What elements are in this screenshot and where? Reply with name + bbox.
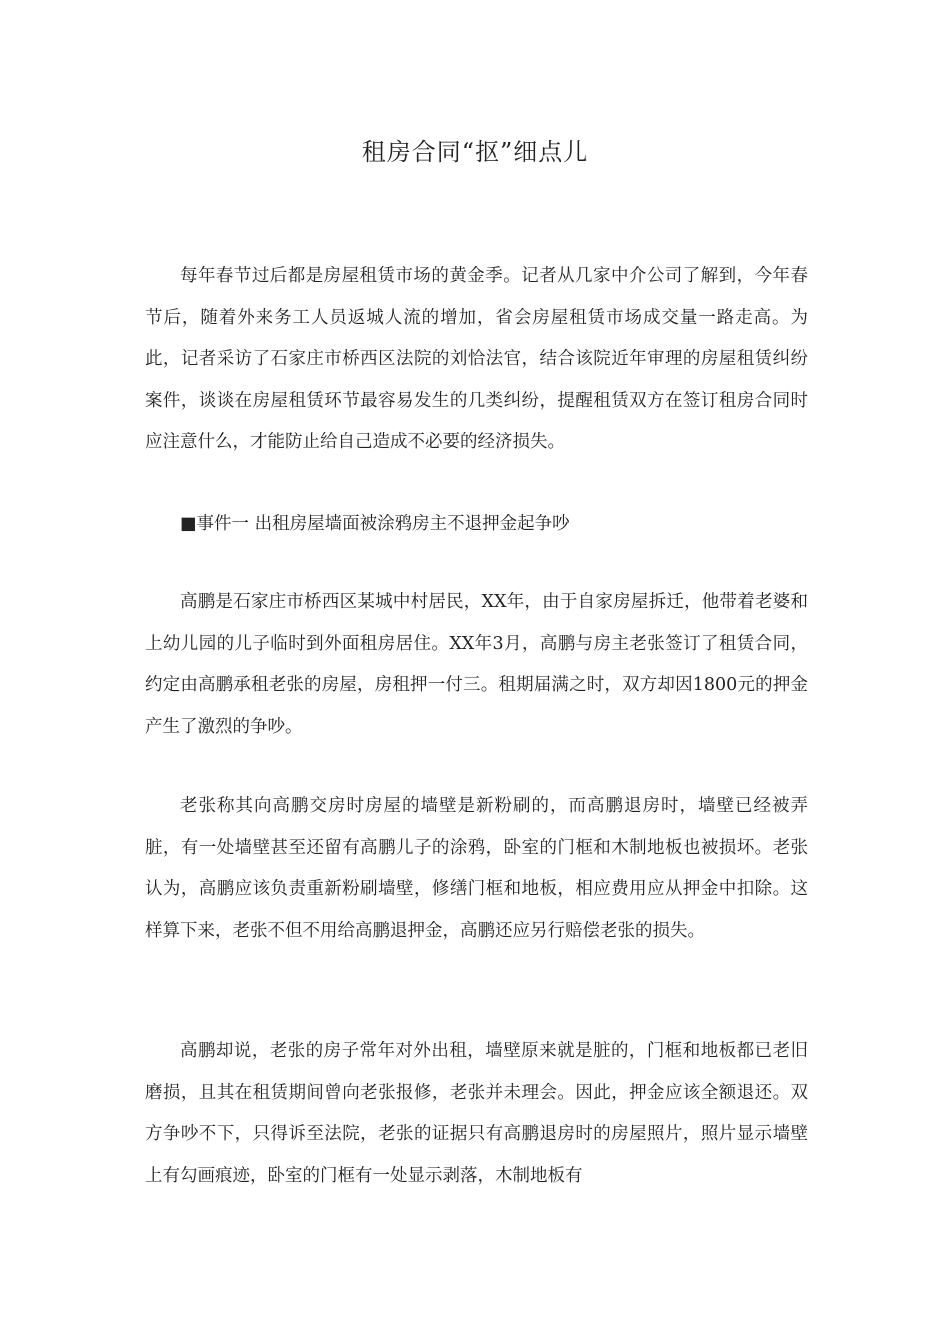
paragraph-tenant-response: 高鹏却说，老张的房子常年对外出租，墙壁原来就是脏的，门框和地板都已老旧磨损，且其在租赁期间曾向老张报修，老张并未理会。因此，押金应该全额退还。双方争吵不下，只得诉至法院，老张的证据只有高鹏退房时的房屋照片，照片显示墙壁上有勾画痕迹，卧室的门框有一处显示剥落，木制地板有 [145,1041,808,1186]
paragraph-event-background: 高鹏是石家庄市桥西区某城中村居民，XX年，由于自家房屋拆迁，他带着老婆和上幼儿园的儿子临时到外面租房居住。XX年3月，高鹏与房主老张签订了租赁合同，约定由高鹏承租老张的房屋，房租押一付三。租期届满之时，双方却因1800元的押金产生了激烈的争吵。 [145,592,808,737]
paragraph-landlord-claim: 老张称其向高鹏交房时房屋的墙壁是新粉刷的，而高鹏退房时，墙壁已经被弄脏，有一处墙壁甚至还留有高鹏儿子的涂鸦，卧室的门框和木制地板也被损坏。老张认为，高鹏应该负责重新粉刷墙壁，修缮门框和地板，相应费用应从押金中扣除。这样算下来，老张不但不用给高鹏退押金，高鹏还应另行赔偿老张的损失。 [145,796,808,941]
section-heading-event-one: ■事件一 出租房屋墙面被涂鸦房主不退押金起争吵 [180,514,570,534]
document-title: 租房合同“抠”细点儿 [361,138,589,166]
paragraph-intro: 每年春节过后都是房屋租赁市场的黄金季。记者从几家中介公司了解到，今年春节后，随着外来务工人员返城人流的增加，省会房屋租赁市场成交量一路走高。为此，记者采访了石家庄市桥西区法院的刘恰法官，结合该院近年审理的房屋租赁纠纷案件，谈谈在房屋租赁环节最容易发生的几类纠纷，提醒租赁双方在签订租房合同时应注意什么，才能防止给自己造成不必要的经济损失。 [145,266,808,452]
